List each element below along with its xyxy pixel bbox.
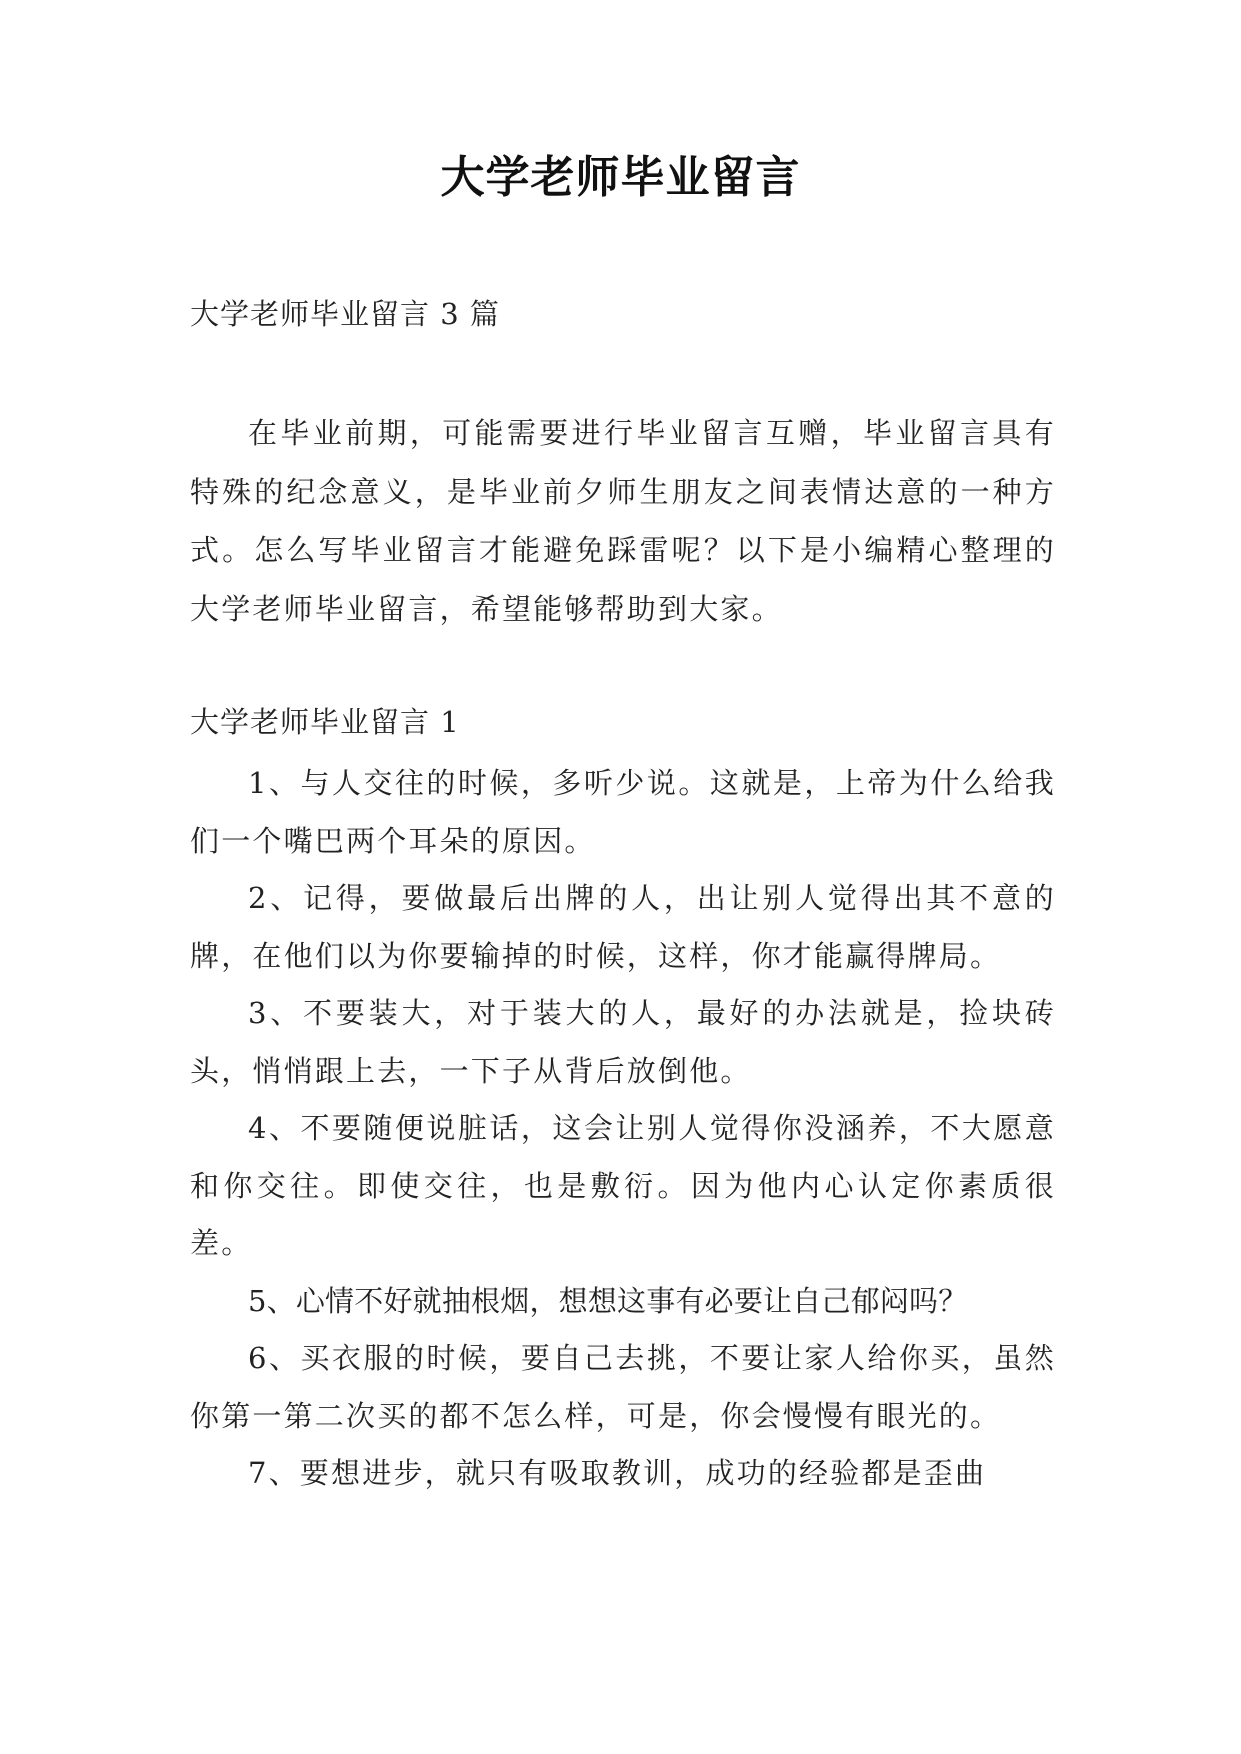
document-subtitle: 大学老师毕业留言 3 篇 — [190, 297, 500, 331]
section-heading: 大学老师毕业留言 1 — [190, 705, 460, 739]
advice-item-2: 2、记得，要做最后出牌的人，出让别人觉得出其不意的牌，在他们以为你要输掉的时候，这样，你才能赢得牌局。 — [190, 881, 1056, 973]
advice-item-3: 3、不要装大，对于装大的人，最好的办法就是，捡块砖头，悄悄跟上去，一下子从背后放倒他。 — [190, 996, 1056, 1088]
advice-item-1: 1、与人交往的时候，多听少说。这就是，上帝为什么给我们一个嘴巴两个耳朵的原因。 — [190, 766, 1056, 858]
advice-item-5: 5、心情不好就抽根烟，想想这事有必要让自己郁闷吗？ — [248, 1283, 968, 1318]
intro-paragraph: 在毕业前期，可能需要进行毕业留言互赠，毕业留言具有特殊的纪念意义，是毕业前夕师生朋友之间表情达意的一种方式。怎么写毕业留言才能避免踩雷呢？以下是小编精心整理的大学老师毕业留言，希望能够帮助到大家。 — [190, 416, 1056, 627]
advice-item-6: 6、买衣服的时候，要自己去挑，不要让家人给你买，虽然你第一第二次买的都不怎么样，可是，你会慢慢有眼光的。 — [190, 1341, 1056, 1433]
advice-list — [190, 755, 1056, 1503]
advice-item-7: 7、要想进步，就只有吸取教训，成功的经验都是歪曲 — [248, 1456, 987, 1490]
advice-item-4: 4、不要随便说脏话，这会让别人觉得你没涵养，不大愿意和你交往。即使交往，也是敷衍。因为他内心认定你素质很差。 — [190, 1111, 1056, 1260]
document-title: 大学老师毕业留言 — [440, 152, 801, 203]
